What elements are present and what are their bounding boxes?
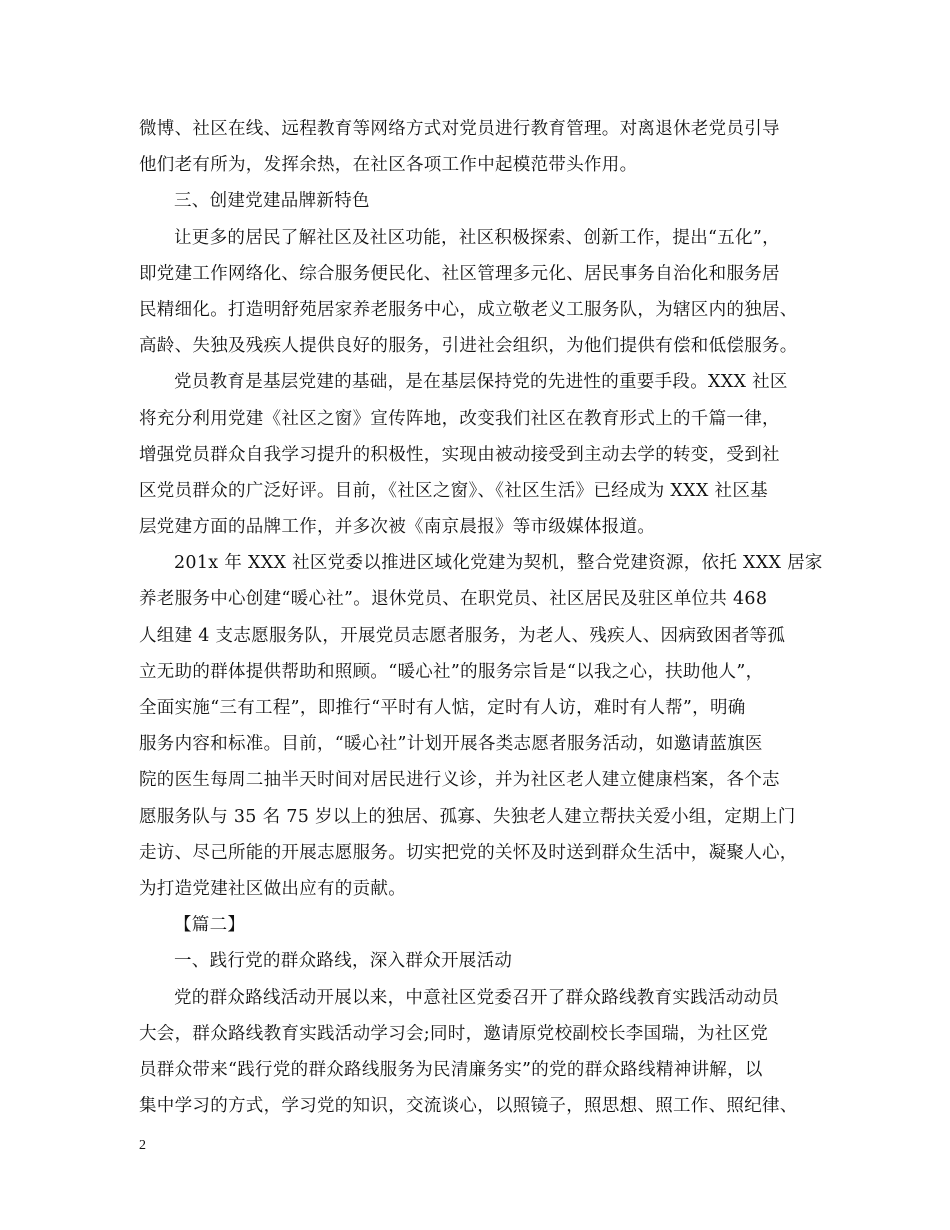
- section-heading: 一、践行党的群众路线，深入群众开展活动: [174, 951, 513, 972]
- text-line: 员群众带来“践行党的群众路线服务为民清廉务实”的党的群众路线精神讲解，以: [139, 1059, 763, 1080]
- text-line: 民精细化。打造明舒苑居家养老服务中心，成立敬老义工服务队，为辖区内的独居、: [139, 299, 798, 320]
- text-line: 立无助的群体提供帮助和照顾。“暖心社”的服务宗旨是“以我之心，扶助他人”，: [139, 661, 764, 682]
- page-number: 2: [139, 1138, 146, 1153]
- document-body: [139, 111, 829, 1124]
- text-line: 人组建 4 支志愿服务队，开展党员志愿者服务，为老人、残疾人、因病致困者等孤: [139, 625, 786, 646]
- text-line: 层党建方面的品牌工作，并多次被《南京晨报》等市级媒体报道。: [139, 517, 656, 538]
- text-line: 即党建工作网络化、综合服务便民化、社区管理多元化、居民事务自治化和服务居: [139, 263, 780, 284]
- text-line: 让更多的居民了解社区及社区功能，社区积极探索、创新工作，提出“五化”，: [174, 227, 780, 248]
- section-heading: 三、创建党建品牌新特色: [174, 191, 370, 212]
- text-line: 201x 年 XXX 社区党委以推进区域化党建为契机，整合党建资源，依托 XXX 居家: [174, 553, 823, 574]
- body-text: [139, 111, 829, 1124]
- text-line: 愿服务队与 35 名 75 岁以上的独居、孤寡、失独老人建立帮扶关爱小组，定期上门: [139, 806, 796, 827]
- text-line: 养老服务中心创建“暖心社”。退休党员、在职党员、社区居民及驻区单位共 468: [139, 589, 768, 610]
- text-line: 大会，群众路线教育实践活动学习会;同时，邀请原党校副校长李国瑞，为社区党: [139, 1023, 769, 1044]
- text-line: 将充分利用党建《社区之窗》宣传阵地，改变我们社区在教育形式上的千篇一律，: [139, 408, 780, 429]
- text-line: 全面实施“三有工程”，即推行“平时有人惦，定时有人访，难时有人帮”，明确: [139, 698, 746, 718]
- text-line: 微博、社区在线、远程教育等网络方式对党员进行教育管理。对离退休老党员引导: [139, 119, 780, 139]
- text-line: 走访、尽己所能的开展志愿服务。切实把党的关怀及时送到群众生活中，凝聚人心，: [139, 842, 798, 863]
- text-line: 院的医生每周二抽半天时间对居民进行义诊，并为社区老人建立健康档案，各个志: [139, 770, 780, 791]
- text-line: 区党员群众的广泛好评。目前，《社区之窗》、《社区生活》已经成为 XXX 社区基: [139, 480, 768, 501]
- text-line: 为打造党建社区做出应有的贡献。: [139, 878, 406, 899]
- text-line: 增强党员群众自我学习提升的积极性，实现由被动接受到主动去学的转变，受到社: [139, 444, 780, 465]
- text-line: 集中学习的方式，学习党的知识，交流谈心，以照镜子，照思想、照工作、照纪律、: [139, 1096, 798, 1117]
- text-line: 服务内容和标准。目前，“暖心社”计划开展各类志愿者服务活动，如邀请蓝旗医: [139, 734, 763, 755]
- text-line: 高龄、失独及残疾人提供良好的服务，引进社会组织，为他们提供有偿和低偿服务。: [139, 336, 798, 357]
- text-line: 他们老有所为，发挥余热，在社区各项工作中起模范带头作用。: [139, 155, 638, 176]
- text-line: 党的群众路线活动开展以来，中意社区党委召开了群众路线教育实践活动动员: [174, 987, 780, 1008]
- part-heading: 【篇二】: [174, 915, 246, 936]
- text-line: 党员教育是基层党建的基础，是在基层保持党的先进性的重要手段。XXX 社区: [174, 372, 788, 393]
